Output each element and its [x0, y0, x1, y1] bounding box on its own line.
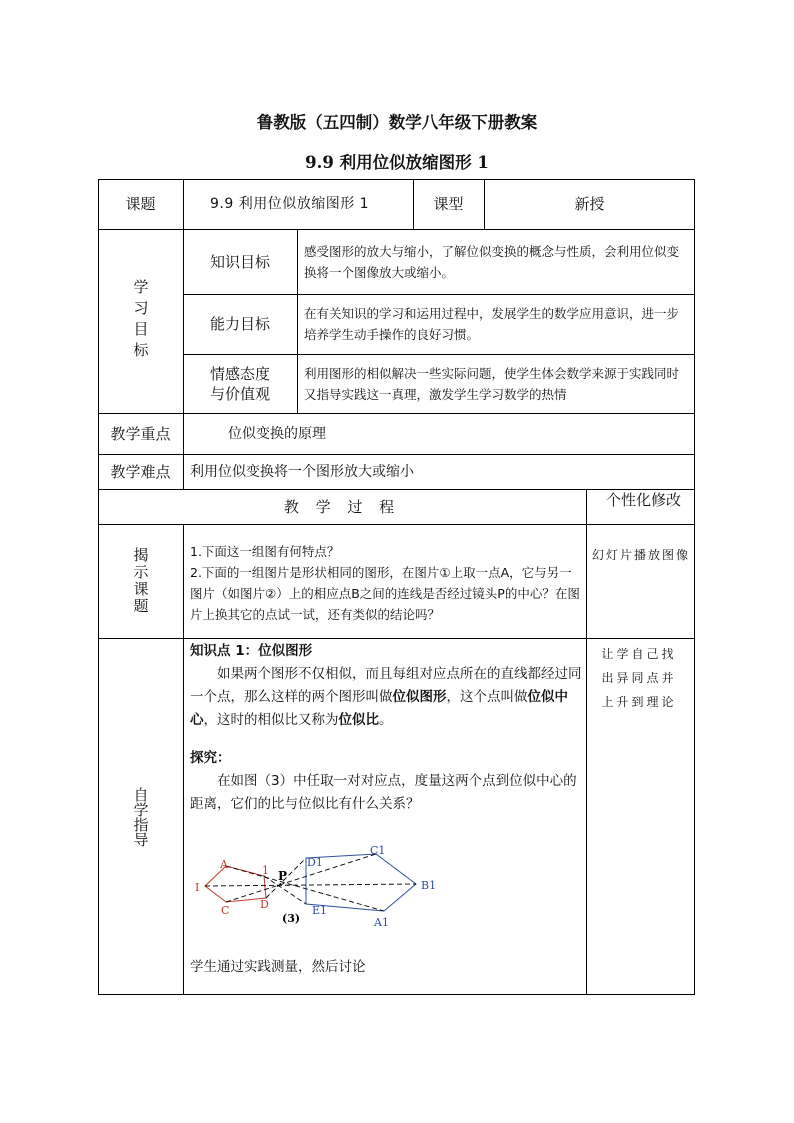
- term-similarity-center: 位似中心: [190, 689, 568, 728]
- process-header: 教 学 过 程: [283, 497, 401, 516]
- lesson-title: 9.9 利用位似放缩图形 1: [305, 153, 489, 172]
- key-point-label: 教学重点: [110, 424, 171, 443]
- reveal-topic-label: 揭示课题: [131, 547, 150, 615]
- explore-title: 探究：: [190, 750, 231, 766]
- line-A-A1: [226, 866, 384, 911]
- rule: [98, 638, 695, 639]
- label-1: 1: [262, 864, 269, 877]
- explore-text: 在如图（3）中任取一对对应点，度量这两个点到位似中心的距离，它们的比与位似比有什么关系？: [190, 773, 577, 812]
- small-figure-outline: [205, 866, 266, 902]
- reveal-question-2: 2.下面的一组图片是形状相同的图形，在图片①上取一点A，它与另一图片（如图片②）上的相应点B之间的连线是否经过镜头P的中心？在图片上换其它的点试一试，还有类似的结论吗？: [190, 565, 580, 622]
- self-study-note: 让学自己找出异同点并上升到理论: [601, 647, 677, 709]
- rule: [98, 454, 695, 455]
- objective-ability-text: 在有关知识的学习和运用过程中，发展学生的数学应用意识，进一步培养学生动手操作的良好习惯。: [304, 306, 680, 342]
- objective-attitude-text: 利用图形的相似解决一些实际问题，使学生体会数学来源于实践同时又指导实践这一真理，激发学生学习数学的热情: [304, 366, 680, 402]
- definition-paragraph: 如果两个图形不仅相似，而且每组对应点所在的直线都经过同一个点，那么这样的两个图形叫做位似图形，这个点叫做位似中心，这时的相似比又称为位似比。: [190, 666, 582, 728]
- rule: [98, 524, 695, 525]
- label-P: P: [278, 869, 288, 883]
- knowledge-point-title: 知识点 1：位似图形: [190, 643, 313, 659]
- label-A1: A1: [374, 916, 389, 929]
- lesson-type-label: 课型: [433, 195, 464, 213]
- rule: [586, 489, 587, 995]
- topic-label: 课题: [125, 195, 156, 213]
- line-I-B1: [205, 884, 416, 886]
- difficulty-text: 利用位似变换将一个图形放大或缩小: [190, 464, 414, 480]
- personal-revision-header: 个性化修改: [605, 491, 681, 509]
- objective-attitude-label: 情感态度 与价值观: [209, 364, 270, 403]
- self-study-content: [190, 640, 582, 816]
- lesson-type-value: 新授: [574, 195, 605, 213]
- rule: [98, 413, 695, 414]
- objectives-group-label: 学习目标: [131, 279, 150, 363]
- topic-value: 9.9 利用位似放缩图形 1: [210, 196, 370, 212]
- label-B1: B1: [421, 879, 437, 892]
- homothety-figure: [188, 840, 448, 932]
- rule: [183, 524, 184, 995]
- figure-caption: (3): [282, 912, 301, 925]
- reveal-note: 幻灯片播放图像: [592, 548, 691, 562]
- conclusion-text: 学生通过实践测量，然后讨论: [190, 959, 366, 975]
- reveal-question-1: 1.下面这一组图有何特点？: [190, 544, 340, 559]
- label-C1: C1: [370, 844, 386, 857]
- line-C-C1: [226, 854, 376, 902]
- objective-knowledge-label: 知识目标: [209, 252, 270, 271]
- label-D: D: [260, 898, 269, 911]
- objective-knowledge-text: 感受图形的放大与缩小，了解位似变换的概念与性质，会利用位似变换将一个图像放大或缩小。: [304, 244, 680, 280]
- document-title: 鲁教版（五四制）数学八年级下册教案: [256, 113, 538, 132]
- label-E1: E1: [312, 904, 328, 917]
- self-study-label: 自学指导: [131, 786, 150, 847]
- key-point-text: 位似变换的原理: [228, 426, 326, 442]
- rule: [297, 229, 298, 413]
- label-I: I: [195, 881, 200, 894]
- reveal-topic-content: [190, 541, 580, 625]
- label-C: C: [221, 904, 230, 917]
- objective-ability-label: 能力目标: [209, 315, 270, 333]
- label-D1: D1: [307, 856, 323, 869]
- difficulty-label: 教学难点: [110, 462, 171, 481]
- label-A: A: [220, 858, 228, 871]
- term-similar-figure: 位似图形: [392, 689, 447, 705]
- term-similarity-ratio: 位似比: [338, 712, 379, 728]
